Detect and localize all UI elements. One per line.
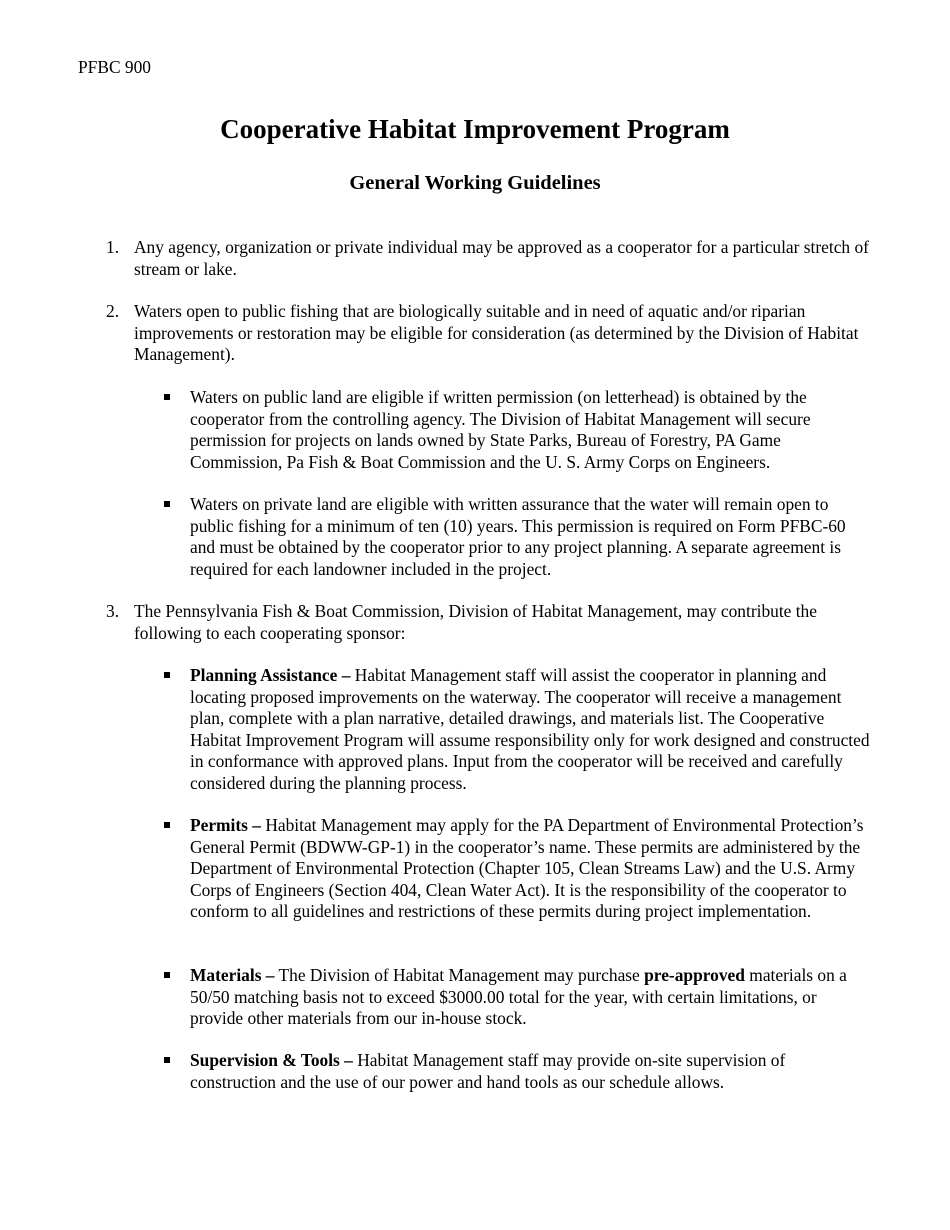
bullet-label: Supervision & Tools – [190, 1050, 353, 1070]
page-title: Cooperative Habitat Improvement Program [220, 114, 730, 144]
bullet-text: The Division of Habitat Management may purchase [274, 965, 645, 985]
item-number: 1. [106, 237, 120, 257]
bullet-text: Habitat Management may apply for the PA Department of Environmental Protection’s General Permit (BDWW-GP-1) in the cooperator’s name. These permits are administered by the Department of Environmental Protection (Chapter 105, Clean Streams Law) and the U.S. Army Corps of Engineers (Section 404, Clean Water Act). It is the responsibility of the cooperator to conform to all guidelines and restrictions of these permits during project implementation. [190, 815, 864, 921]
guideline-item-3 [106, 601, 874, 644]
bullet-text: materials on a 50/50 matching basis not to exceed $3000.00 total for the year, with certain limitations, or provide other materials from our in-house stock. [190, 965, 847, 1028]
bullet-text: Habitat Management staff may provide on-site supervision of construction and the use of our power and hand tools as our schedule allows. [190, 1050, 786, 1092]
form-id: PFBC 900 [78, 57, 151, 77]
bullet-marker [164, 394, 170, 400]
bullet-materials [190, 965, 874, 1030]
bullet-marker [164, 1057, 170, 1063]
bullet-emphasis: pre-approved [644, 965, 745, 985]
bullet-marker [164, 822, 170, 828]
bullet-text: Habitat Management staff will assist the cooperator in planning and locating proposed improvements on the waterway. The cooperator will receive a management plan, complete with a plan narrative, detailed drawings, and materials list. The Cooperative Habitat Improvement Program will assume responsibility only for work designed and constructed in conformance with approved plans. Input from the cooperator will be received and carefully considered during the planning process. [190, 665, 870, 793]
bullet-label: Materials – [190, 965, 275, 985]
bullet-label: Planning Assistance – [190, 665, 351, 685]
bullet-planning-assistance [190, 665, 874, 794]
bullet-text: Waters on private land are eligible with written assurance that the water will remain open to public fishing for a minimum of ten (10) years. This permission is required on Form PFBC-60 and must be obtained by the cooperator prior to any project planning. A separate agreement is required for each landowner included in the project. [190, 494, 846, 579]
item-text: Any agency, organization or private individual may be approved as a cooperator for a particular stretch of stream or lake. [134, 237, 869, 279]
page-subtitle: General Working Guidelines [349, 172, 601, 194]
item-number: 3. [106, 601, 120, 621]
item-text: Waters open to public fishing that are biologically suitable and in need of aquatic and/or riparian improvements or restoration may be eligible for consideration (as determined by the Division of Habitat Management). [134, 301, 859, 364]
bullet-marker [164, 672, 170, 678]
bullet-private-land [190, 494, 874, 580]
bullet-marker [164, 972, 170, 978]
bullet-supervision-tools [190, 1050, 874, 1093]
bullet-text: Waters on public land are eligible if written permission (on letterhead) is obtained by the cooperator from the controlling agency. The Division of Habitat Management will secure permission for projects on lands owned by State Parks, Bureau of Forestry, PA Game Commission, Pa Fish & Boat Commission and the U. S. Army Corps on Engineers. [190, 387, 811, 472]
item-number: 2. [106, 301, 120, 321]
bullet-label: Permits – [190, 815, 261, 835]
bullet-marker [164, 501, 170, 507]
guideline-item-1 [106, 237, 874, 280]
item-text: The Pennsylvania Fish & Boat Commission, Division of Habitat Management, may contribute the following to each cooperating sponsor: [134, 601, 817, 643]
bullet-permits [190, 815, 874, 923]
bullet-public-land [190, 387, 874, 473]
guideline-item-2 [106, 301, 874, 366]
